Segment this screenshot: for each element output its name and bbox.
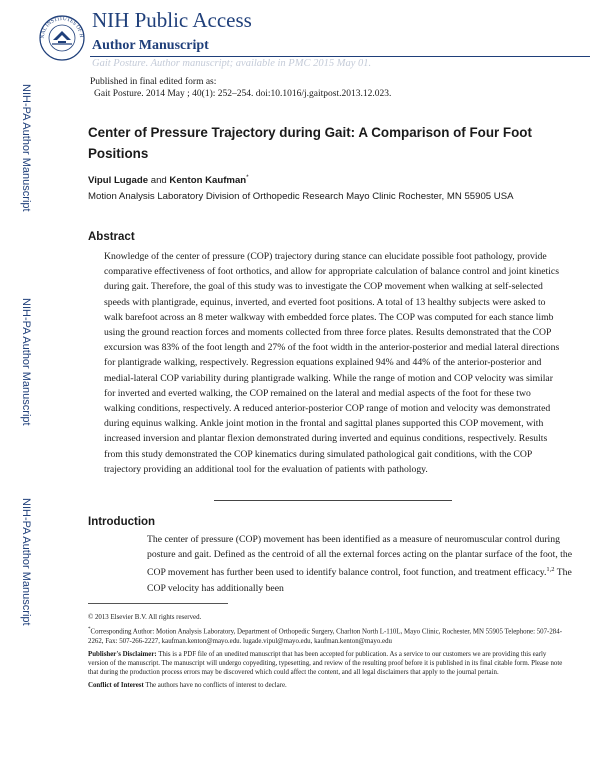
citation: Gait Posture. 2014 May ; 40(1): 252–254. doi:10.1016/j.gaitpost.2013.12.023. <box>94 88 392 99</box>
intro-text-part2: The COP velocity has additionally been <box>147 567 572 594</box>
footnote-divider <box>88 603 228 604</box>
abstract-body: Knowledge of the center of pressure (COP) trajectory during stance can elucidate possible foot pathology, provide comparative effectiveness of foot orthotics, and allow for appropriate calculation of balance control and joint kinetics during gait. Therefore, the goal of this study was to investigate the COP movement when walking at self-selected speeds with plantigrade, equinus, inverted, and everted foot positions. A total of 13 healthy subjects were asked to walk barefoot across an 8 meter walkway with embedded force plates. The COP was computed for each stance limb using the ground reaction forces and moments collected from three force plates. Results demonstrated that the COP excursion was 83% of the foot length and 27% of the foot width in the anterior-posterior and medial lateral directions for plantigrade walking, respectively. Regression equations explained 94% and 44% of the anterior-posterior and medial-lateral COP variability during plantigrade walking. While the range of motion and COP velocity was similar for inverted and everted walking, the COP remained on the lateral and medial aspects of the foot for these two walking conditions, respectively. A reduced anterior-posterior COP range of motion and velocity was demonstrated during equinus walking. Ankle joint motion in the frontal and sagittal planes supported this COP movement, with increased inversion and plantar flexion demonstrated during inverted and equinus conditions, respectively. Results from this study demonstrated the COP kinematics during simulated pathological gait conditions, with the COP trajectory providing an additional tool for the evaluation of patients with pathology. <box>104 251 560 475</box>
author-lugade: Vipul Lugade <box>88 175 149 187</box>
publication-info <box>90 77 391 100</box>
introduction-body <box>147 532 572 596</box>
journal-availability-note: Gait Posture. Author manuscript; available in PMC 2015 May 01. <box>92 58 372 69</box>
published-label: Published in final edited form as: <box>90 77 217 87</box>
corresponding-author-note <box>88 625 566 646</box>
publisher-disclaimer <box>88 650 566 678</box>
header-divider <box>90 56 590 57</box>
copyright-note: © 2013 Elsevier B.V. All rights reserved. <box>88 614 202 621</box>
conflict-label: Conflict of Interest <box>88 681 144 689</box>
author-kaufman: Kenton Kaufman <box>169 175 247 187</box>
nih-public-access-title: NIH Public Access <box>92 8 252 32</box>
author-line <box>88 174 249 186</box>
nih-logo <box>36 6 88 64</box>
author-manuscript-label: Author Manuscript <box>92 38 209 53</box>
article-title: Center of Pressure Trajectory during Gait: A Comparison of Four Foot Positions <box>88 125 532 161</box>
disclaimer-label: Publisher's Disclaimer: <box>88 650 157 658</box>
nih-logo-text: NAL INSTITUTES OF H <box>39 15 85 39</box>
author-conjunction: and <box>148 175 170 187</box>
conflict-of-interest <box>88 681 566 690</box>
abstract-heading: Abstract <box>88 231 135 243</box>
conflict-text: The authors have no conflicts of interest to declare. <box>143 681 287 689</box>
intro-text-part1: The center of pressure (COP) movement has been identified as a measure of neuromuscular control during posture and gait. Defined as the centroid of all the external forces acting on the plantar surface of the foot, the COP movement has further been used to identify balance control, foot function, and treatment efficacy. <box>147 534 573 579</box>
disclaimer-text: This is a PDF file of an unedited manuscript that has been accepted for publication. As a service to our customers we are providing this early version of the manuscript. The manuscript will undergo copyediting, typesetting, and review of the resulting proof before it is published in its final citable form. Please note that during the production process errors may be discovered which could affect the content, and all legal disclaimers that apply to the journal pertain. <box>88 650 563 677</box>
intro-citation-ref[interactable]: 1,2 <box>546 566 555 574</box>
abstract-divider <box>214 500 452 501</box>
introduction-heading: Introduction <box>88 516 156 528</box>
side-label-top: NIH-PA Author Manuscript <box>20 84 32 212</box>
corresponding-mark: * <box>246 174 249 181</box>
corresponding-footnote-mark: * <box>88 627 91 633</box>
affiliation: Motion Analysis Laboratory Division of Orthopedic Research Mayo Clinic Rochester, MN 55905 USA <box>88 191 514 202</box>
side-label-bottom: NIH-PA Author Manuscript <box>20 498 32 626</box>
side-label-middle: NIH-PA Author Manuscript <box>20 298 32 426</box>
footnotes <box>88 613 566 693</box>
corresponding-author-text: Corresponding Author: Motion Analysis Laboratory, Department of Orthopedic Surgery, Charlton North L-110L, Mayo Clinic, Rochester, MN 55905 Telephone: 507-284-2262, Fax: 507-266-2227, kaufman.kenton@mayo.edu. lugade.vipul@mayo.edu, kaufman.kenton@mayo.edu <box>88 628 562 646</box>
